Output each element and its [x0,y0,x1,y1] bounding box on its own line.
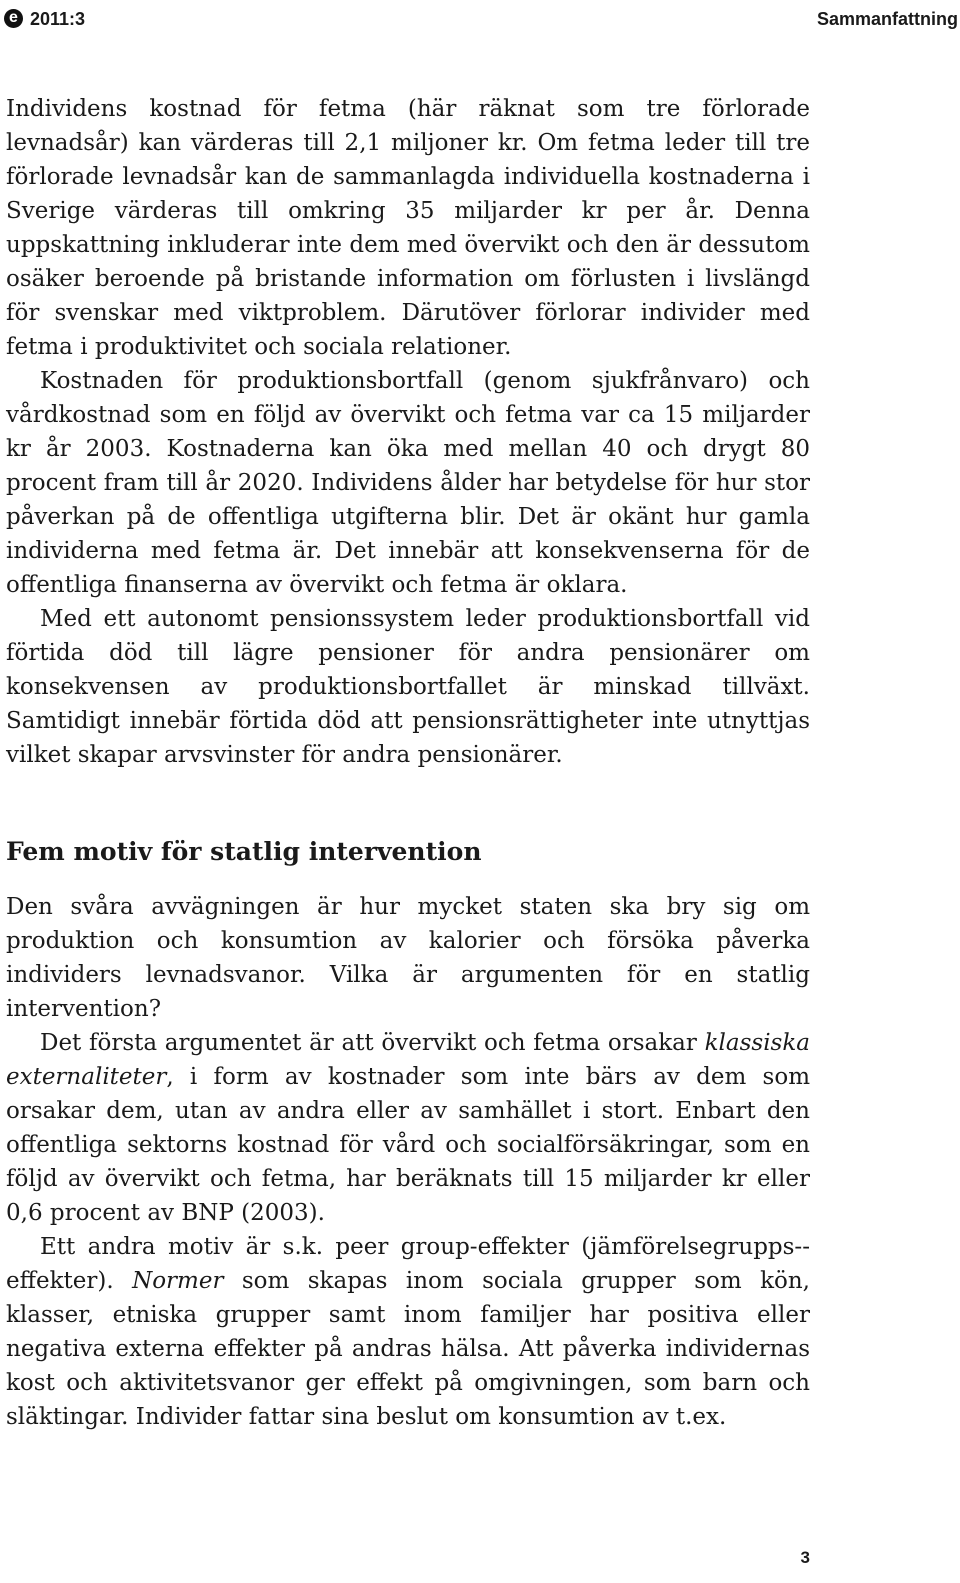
emphasis-term: klassiska externaliteter [6,1030,810,1090]
publisher-logo-icon: e [4,9,23,28]
document-body [6,92,810,1434]
paragraph-text: som skapas inom sociala grupper som kön, klasser, etniska grupper samt inom familjer har positiva eller negativa externa effekter på andras hälsa. Att påverka individernas kost och aktivitetsvanor ger effekt på omgivningen, som barn och släktingar. Individer fattar sina beslut om konsumtion av t.ex. [6,1268,810,1430]
paragraph [6,1026,810,1230]
paragraph-text: Ett andra motiv är s.k. peer group-effekter (jämförelsegrupps-effekter). [6,1234,810,1294]
paragraph-text: , i form av kostnader som inte bärs av dem som orsakar dem, utan av andra eller av samhället i stort. Enbart den offentliga sektorns kostnad för vård och socialförsäkringar, som en följd av övervikt och fetma, har beräknats till 15 miljarder kr eller 0,6 procent av BNP (2003). [6,1064,810,1226]
paragraph-text: Det första argumentet är att övervikt och fetma orsakar [40,1030,705,1056]
section-heading: Fem motiv för statlig intervention [6,837,482,866]
paragraph: Den svåra avvägningen är hur mycket staten ska bry sig om produktion och konsumtion av kalorier och försöka påverka individers levnadsvanor. Vilka är argumenten för en statlig intervention? [6,894,810,1022]
emphasis-term: Normer [132,1268,224,1294]
issue-number: 2011:3 [30,9,86,29]
section-title: Sammanfattning [816,9,958,29]
paragraph: Individens kostnad för fetma (här räknat som tre förlorade levnadsår) kan värderas till 2,1 miljoner kr. Om fetma leder till tre förlorade levnadsår kan de sammanlagda individuella kostnaderna i Sverige värderas till omkring 35 miljarder kr per år. Denna uppskattning inkluderar inte dem med övervikt och den är dessutom osäker beroende på bristande information om förlusten i livslängd för svenskar med viktproblem. Därutöver förlorar individer med fetma i produktivitet och sociala relationer. [6,96,810,360]
page-header [0,0,960,44]
spacer [6,772,810,828]
page-number: 3 [800,1548,810,1567]
paragraph: Med ett autonomt pensionssystem leder produktionsbortfall vid förtida död till lägre pensioner för andra pensionärer om konsekvensen av produktionsbortfallet är minskad tillväxt. Samtidigt innebär förtida död att pensionsrättigheter inte utnyttjas vilket skapar arvsvinster för andra pensionärer. [6,606,810,768]
paragraph [6,1230,810,1434]
paragraph: Kostnaden för produktionsbortfall (genom sjukfrånvaro) och vårdkostnad som en följd av övervikt och fetma var ca 15 miljarder kr år 2003. Kostnaderna kan öka med mellan 40 och drygt 80 procent fram till år 2020. Individens ålder har betydelse för hur stor påverkan på de offentliga utgifterna blir. Det är okänt hur gamla individerna med fetma är. Det innebär att konsekvenserna för de offentliga finanserna av övervikt och fetma är oklara. [6,368,810,598]
